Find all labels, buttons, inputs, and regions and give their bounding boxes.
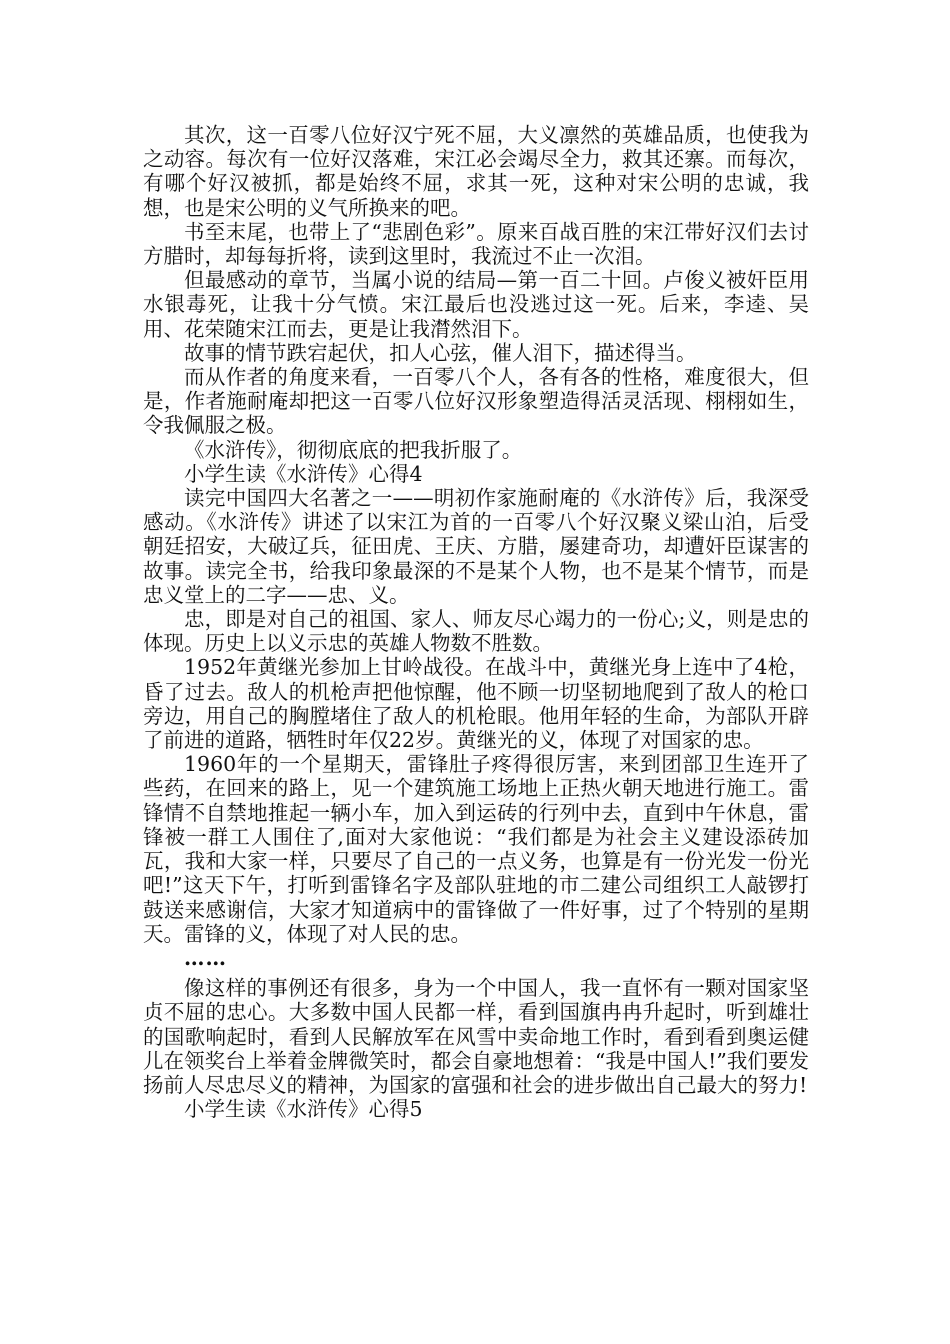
paragraph-author-view: 而从作者的角度来看，一百零八个人，各有各的性格，难度很大，但是，作者施耐庵却把这一百零八位好汉形象塑造得活灵活现、栩栩如生，令我佩服之极。: [143, 365, 809, 438]
paragraph-heroic-spirit: 其次，这一百零八位好汉宁死不屈，大义凛然的英雄品质，也使我为之动容。每次有一位好汉落难，宋江必会竭尽全力，救其还寨。而每次，有哪个好汉被抓，都是始终不屈，求其一死，这种对宋公明的忠诚，我想，也是宋公明的义气所换来的吧。: [143, 123, 809, 220]
paragraph-tragic-ending: 书至末尾，也带上了“悲剧色彩”。原来百战百胜的宋江带好汉们去讨方腊时，却每每折将，读到这里时，我流过不止一次泪。: [143, 219, 809, 269]
ellipsis-marker: ……: [184, 945, 227, 970]
paragraph-huang-jiguang: 1952年黄继光参加上甘岭战役。在战斗中，黄继光身上连中了4枪，昏了过去。敌人的机枪声把他惊醒，他不顾一切坚韧地爬到了敌人的枪口旁边，用自己的胸膛堵住了敌人的机枪眼。他用年轻的生命，为部队开辟了前进的道路，牺牲时年仅22岁。黄继光的义，体现了对国家的忠。: [143, 655, 809, 753]
section-heading-5: 小学生读《水浒传》心得5: [184, 1097, 423, 1122]
paragraph-conclusion: 《水浒传》，彻彻底底的把我折服了。: [184, 437, 523, 462]
paragraph-loyalty-definition: 忠，即是对自己的祖国、家人、师友尽心竭力的一份心;义，则是忠的体现。历史上以义示忠的英雄人物数不胜数。: [143, 607, 809, 656]
paragraph-plot-comment: 故事的情节跌宕起伏，扣人心弦，催人泪下，描述得当。: [184, 340, 697, 365]
section-heading-4: 小学生读《水浒传》心得4: [184, 461, 423, 486]
paragraph-most-moving-chapter: 但最感动的章节，当属小说的结局—第一百二十回。卢俊义被奸臣用水银毒死，让我十分气愤。宋江最后也没逃过这一死。后来，李逵、吴用、花荣随宋江而去，更是让我潸然泪下。: [143, 268, 809, 341]
paragraph-lei-feng: 1960年的一个星期天，雷锋肚子疼得很厉害，来到团部卫生连开了些药，在回来的路上，见一个建筑施工场地上正热火朝天地进行施工。雷锋情不自禁地推起一辆小车，加入到运砖的行列中去，直到中午休息，雷锋被一群工人围住了,面对大家他说：“我们都是为社会主义建设添砖加瓦，我和大家一样，只要尽了自己的一点义务，也算是有一份光发一份光吧!”这天下午，打听到雷锋名字及部队驻地的市二建公司组织工人敲锣打鼓送来感谢信，大家才知道病中的雷锋做了一件好事，过了个特别的星期天。雷锋的义，体现了对人民的忠。: [143, 752, 809, 946]
paragraph-intro-4: 读完中国四大名著之一——明初作家施耐庵的《水浒传》后，我深受感动。《水浒传》讲述了以宋江为首的一百零八个好汉聚义梁山泊，后受朝廷招安，大破辽兵，征田虎、王庆、方腊，屡建奇功，却遭奸臣谋害的故事。读完全书，给我印象最深的不是某个人物，也不是某个情节，而是忠义堂上的二字——忠、义。: [143, 486, 809, 607]
paragraph-closing-4: 像这样的事例还有很多，身为一个中国人，我一直怀有一颗对国家坚贞不屈的忠心。大多数中国人民都一样，看到国旗冉冉升起时，听到雄壮的国歌响起时，看到人民解放军在风雪中卖命地工作时，看到看到奥运健儿在领奖台上举着金牌微笑时，都会自豪地想着：“我是中国人!”我们要发扬前人尽忠尽义的精神，为国家的富强和社会的进步做出自己最大的努力!: [143, 976, 809, 1097]
document-body: [143, 123, 809, 1121]
